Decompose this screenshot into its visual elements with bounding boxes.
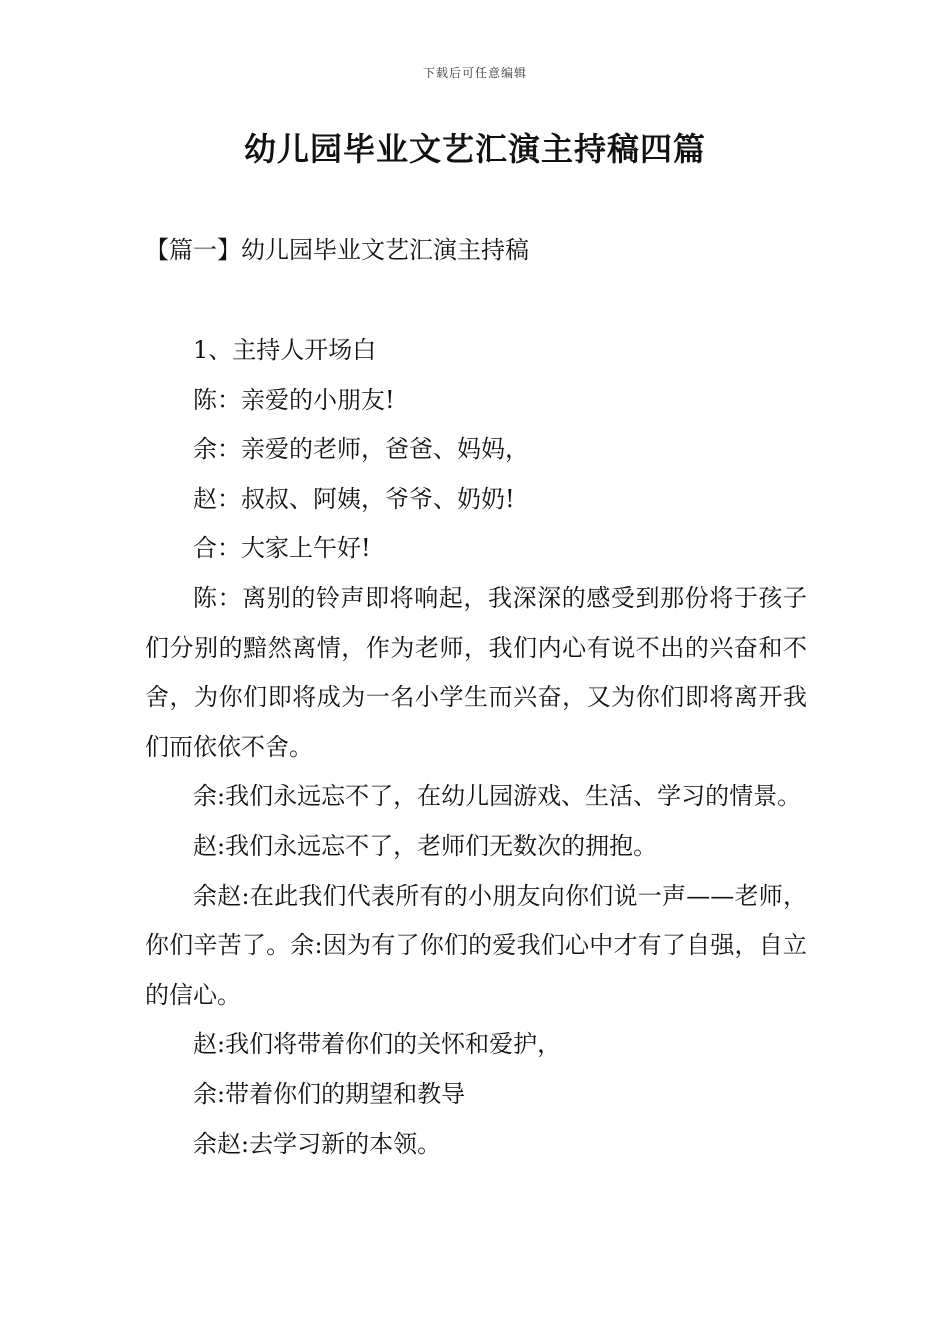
document-body <box>145 326 807 1169</box>
section-heading: 【篇一】幼儿园毕业文艺汇演主持稿 <box>145 236 529 264</box>
paragraph: 余:我们永远忘不了，在幼儿园游戏、生活、学习的情景。 <box>193 782 802 811</box>
paragraph: 余赵:去学习新的本领。 <box>193 1129 442 1158</box>
paragraph: 1、主持人开场白 <box>193 336 377 364</box>
paragraph: 陈：离别的铃声即将响起，我深深的感受到那份将于孩子们分别的黯然离情，作为老师，我们内心有说不出的兴奋和不舍，为你们即将成为一名小学生而兴奋，又为你们即将离开我们而依依不舍。 <box>145 583 807 761</box>
paragraph: 赵:我们永远忘不了，老师们无数次的拥抱。 <box>193 831 658 860</box>
paragraph: 余:带着你们的期望和教导 <box>193 1079 466 1108</box>
paragraph: 赵:我们将带着你们的关怀和爱护， <box>193 1030 562 1059</box>
header-note: 下载后可任意编辑 <box>422 66 527 80</box>
document-title: 幼儿园毕业文艺汇演主持稿四篇 <box>243 130 706 168</box>
paragraph: 赵：叔叔、阿姨，爷爷、奶奶! <box>193 484 515 513</box>
paragraph: 余赵:在此我们代表所有的小朋友向你们说一声——老师，你们辛苦了。余:因为有了你们的爱我们心中才有了自强，自立的信心。 <box>145 881 807 1009</box>
paragraph: 陈：亲爱的小朋友! <box>193 385 395 414</box>
paragraph: 合：大家上午好! <box>193 534 371 563</box>
paragraph: 余：亲爱的老师，爸爸、妈妈， <box>193 435 529 464</box>
